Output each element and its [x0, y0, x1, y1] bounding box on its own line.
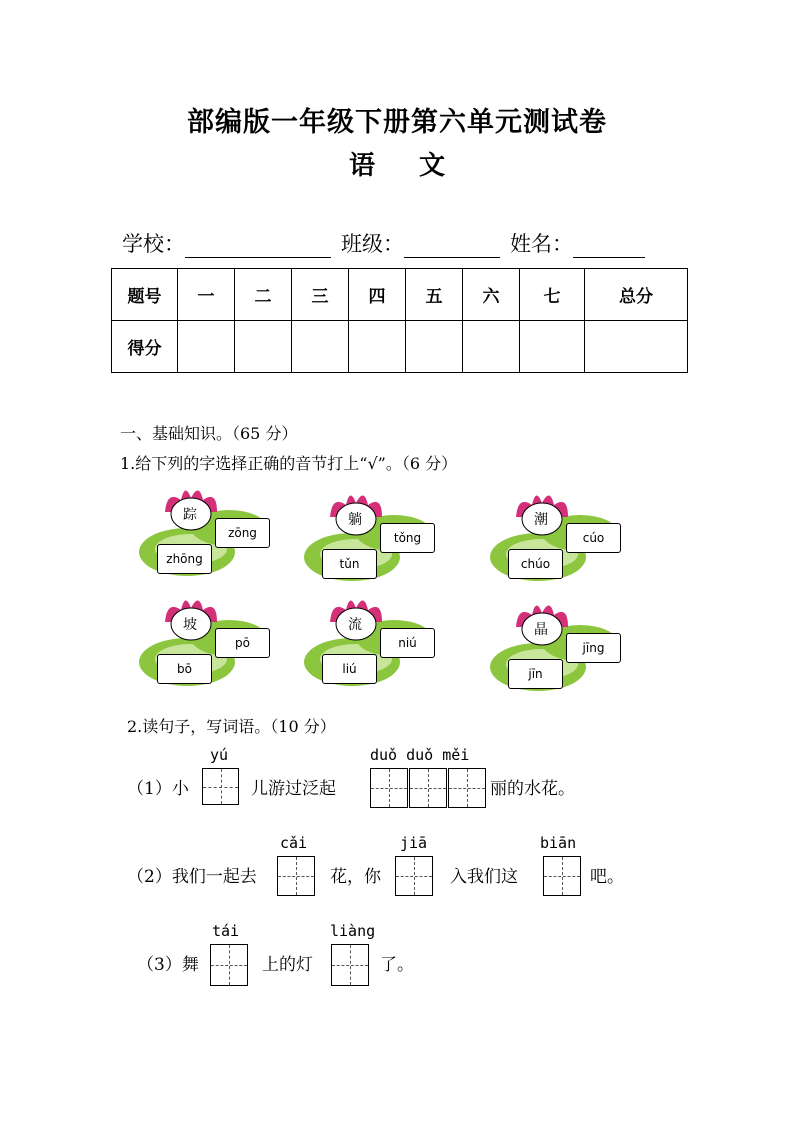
score-header-cell: 三 — [292, 269, 349, 321]
subject-char-2: 文 — [419, 151, 446, 181]
name-label: 姓名： — [510, 232, 573, 256]
lotus-item — [137, 482, 277, 582]
score-header-cell: 一 — [178, 269, 235, 321]
pinyin: biān — [540, 834, 577, 852]
pinyin: cǎi — [280, 834, 308, 852]
lotus-char: 躺 — [348, 512, 362, 528]
pinyin-option-top[interactable]: cúo — [566, 523, 621, 553]
lotus-item — [137, 592, 277, 692]
score-cell[interactable] — [406, 321, 463, 373]
subject-char-1: 语 — [348, 151, 375, 181]
section-heading: 一、基础知识。（65 分） — [120, 424, 298, 443]
pinyin: yú — [210, 746, 229, 764]
lotus-char: 晶 — [534, 622, 548, 638]
score-header-cell: 四 — [349, 269, 406, 321]
lotus-item — [488, 597, 628, 697]
sentence-3-part-b: 上的灯 — [262, 955, 313, 975]
lotus-char: 潮 — [534, 512, 548, 528]
pinyin-option-top[interactable]: tǒng — [380, 523, 435, 553]
sentence-2-part-d: 吧。 — [590, 867, 624, 887]
score-cell[interactable] — [235, 321, 292, 373]
student-info — [122, 228, 645, 258]
score-cell[interactable] — [463, 321, 520, 373]
sentence-1-part-a: （1）小 — [127, 779, 189, 799]
lotus-item — [302, 592, 442, 692]
pinyin-option-top[interactable]: niú — [380, 628, 435, 658]
class-field[interactable] — [404, 235, 500, 258]
school-label: 学校： — [122, 232, 185, 256]
writing-box[interactable] — [370, 768, 408, 808]
score-header-row — [112, 269, 688, 321]
pinyin: liàng — [330, 922, 376, 940]
score-cell[interactable] — [178, 321, 235, 373]
score-row-label: 得分 — [112, 321, 178, 373]
score-cell[interactable] — [585, 321, 688, 373]
lotus-char: 流 — [348, 617, 362, 633]
writing-box[interactable] — [210, 944, 248, 986]
lotus-item — [302, 487, 442, 587]
writing-box[interactable] — [409, 768, 447, 808]
sentence-3-part-a: （3）舞 — [137, 955, 199, 975]
pinyin-option-top[interactable]: pō — [215, 628, 270, 658]
school-field[interactable] — [185, 235, 331, 258]
sentence-2-part-b: 花，你 — [330, 867, 381, 887]
writing-box[interactable] — [277, 856, 315, 896]
pinyin: jiā — [400, 834, 428, 852]
score-header-cell: 二 — [235, 269, 292, 321]
lotus-char: 踪 — [183, 507, 197, 523]
writing-box[interactable] — [543, 856, 581, 896]
question-1-prompt: 1.给下列的字选择正确的音节打上“√”。（6 分） — [120, 454, 458, 473]
subject-title — [0, 145, 794, 182]
sentence-1-part-b: 儿游过泛起 — [251, 779, 336, 799]
writing-box[interactable] — [395, 856, 433, 896]
pinyin-option-bottom[interactable]: tǔn — [322, 549, 377, 579]
writing-box[interactable] — [448, 768, 486, 808]
score-header-cell: 五 — [406, 269, 463, 321]
question-2-prompt: 2.读句子，写词语。（10 分） — [127, 717, 336, 736]
score-header-cell: 六 — [463, 269, 520, 321]
pinyin-option-top[interactable]: zōng — [215, 518, 270, 548]
score-header-cell: 七 — [520, 269, 585, 321]
score-header-cell: 总分 — [585, 269, 688, 321]
score-cell[interactable] — [292, 321, 349, 373]
lotus-char: 坡 — [183, 617, 197, 633]
pinyin-option-top[interactable]: jīng — [566, 633, 621, 663]
sentence-2-part-a: （2）我们一起去 — [127, 867, 257, 887]
page-title: 部编版一年级下册第六单元测试卷 — [187, 107, 607, 138]
pinyin-option-bottom[interactable]: bō — [157, 654, 212, 684]
sentence-2-part-c: 入我们这 — [450, 867, 518, 887]
name-field[interactable] — [573, 235, 645, 258]
pinyin: duǒ duǒ měi — [370, 746, 470, 764]
pinyin-option-bottom[interactable]: jīn — [508, 659, 563, 689]
score-cell[interactable] — [520, 321, 585, 373]
pinyin: tái — [212, 922, 240, 940]
score-cell[interactable] — [349, 321, 406, 373]
class-label: 班级： — [341, 232, 404, 256]
pinyin-option-bottom[interactable]: liú — [322, 654, 377, 684]
score-value-row — [112, 321, 688, 373]
score-header-cell: 题号 — [112, 269, 178, 321]
sentence-1-part-c: 丽的水花。 — [490, 779, 575, 799]
pinyin-option-bottom[interactable]: zhōng — [157, 544, 212, 574]
sentence-3-part-c: 了。 — [380, 955, 414, 975]
score-table — [111, 268, 688, 373]
pinyin-option-bottom[interactable]: chúo — [508, 549, 563, 579]
writing-box[interactable] — [331, 944, 369, 986]
writing-box[interactable] — [202, 768, 239, 805]
lotus-item — [488, 487, 628, 587]
